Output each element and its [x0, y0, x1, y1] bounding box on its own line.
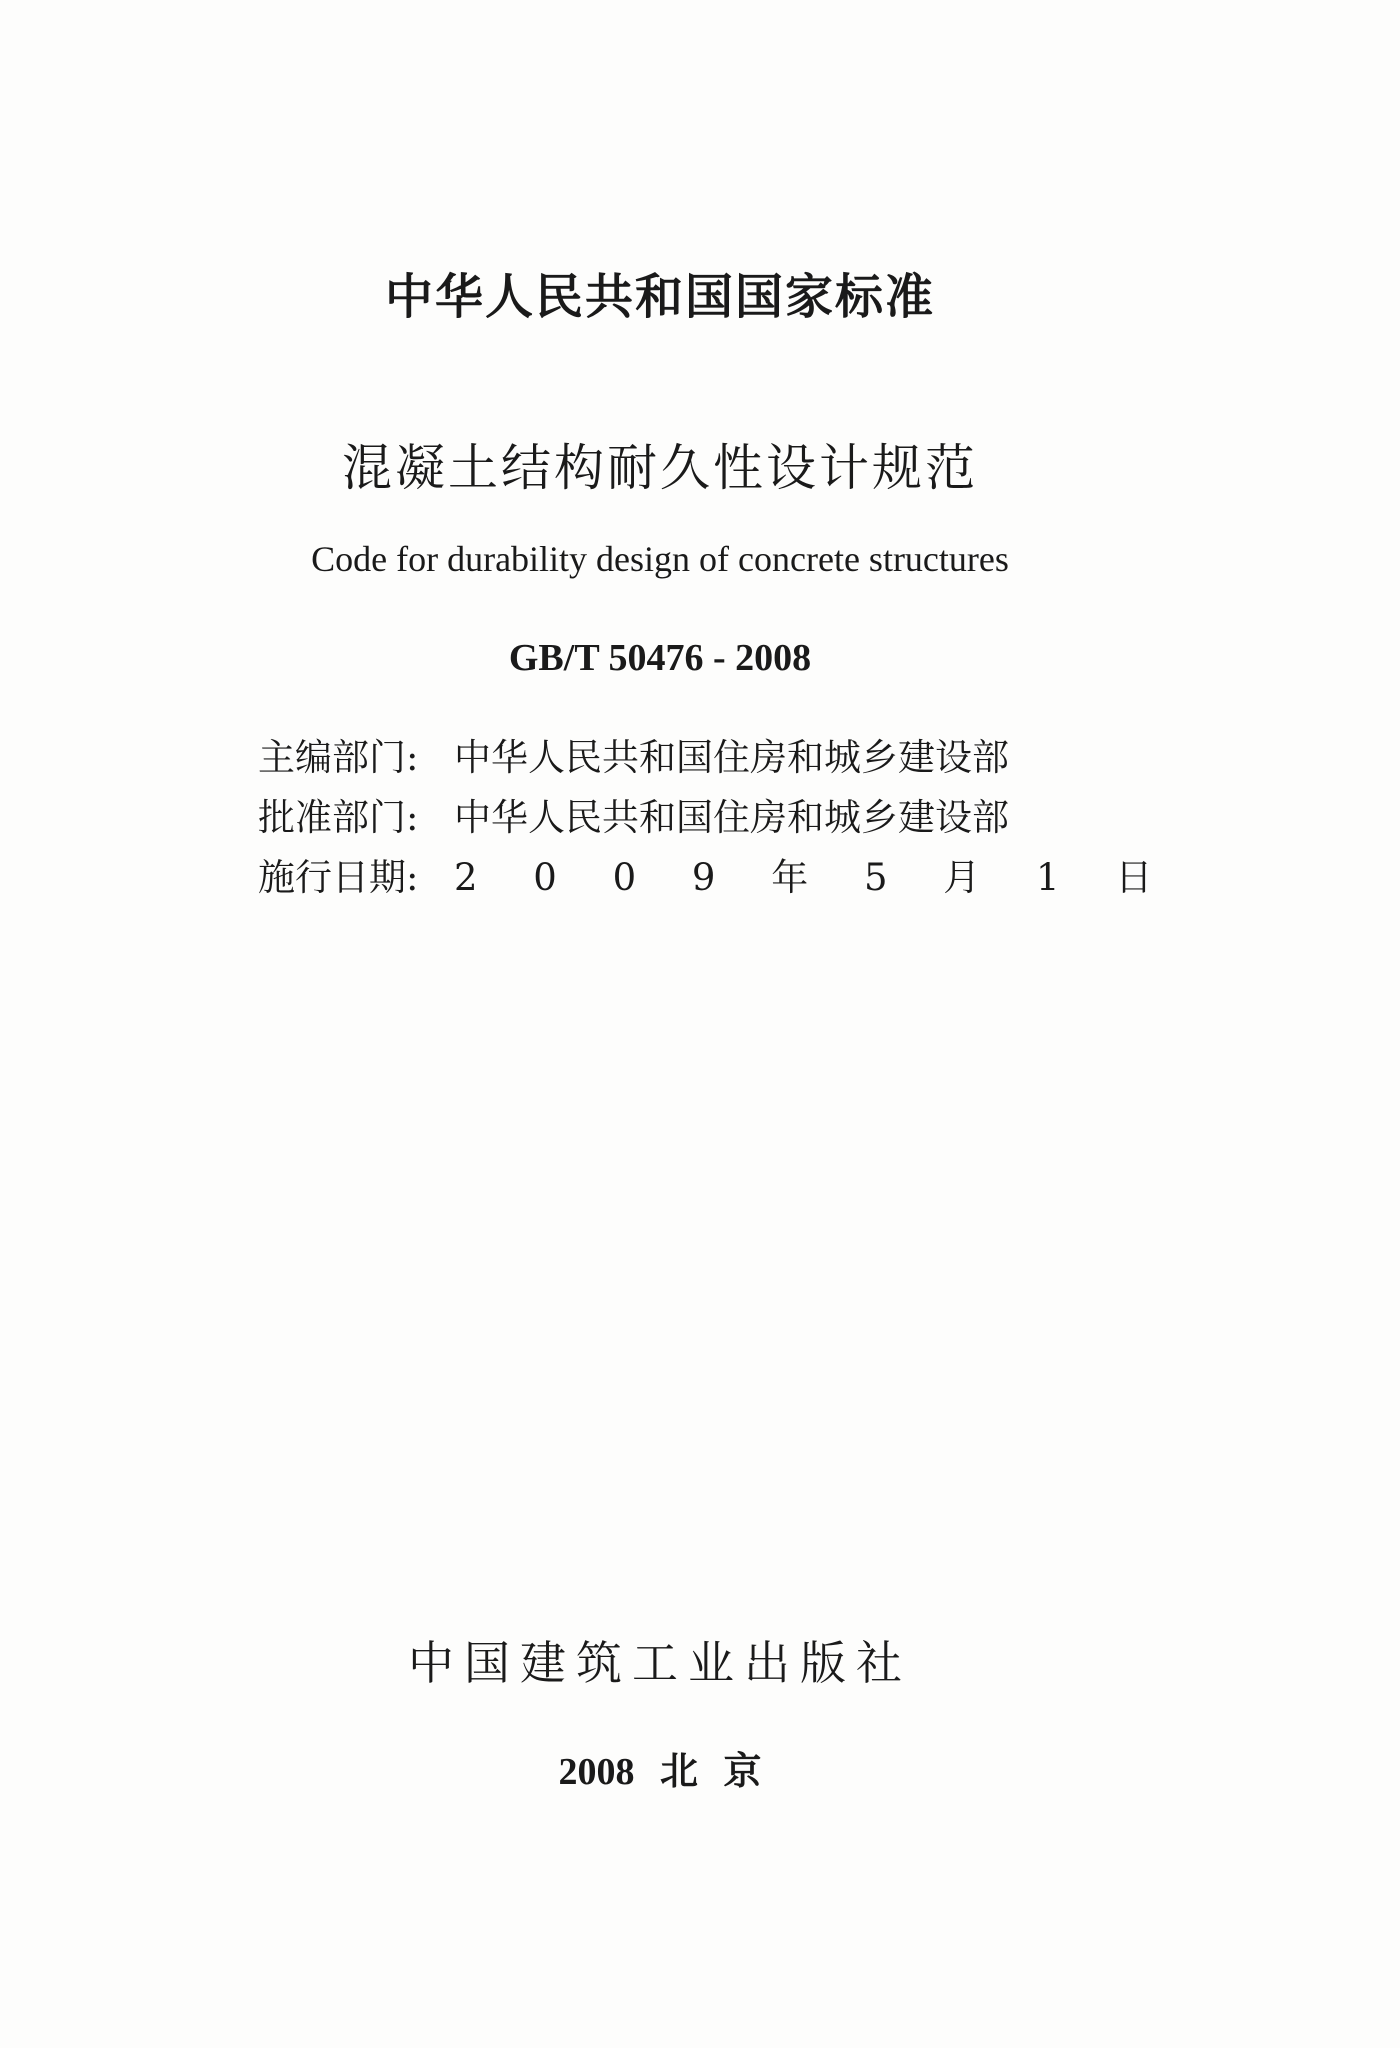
standard-metadata — [258, 728, 1174, 908]
document-title-chinese: 混凝土结构耐久性设计规范 — [342, 439, 978, 497]
publisher-name: 中国建筑工业出版社 — [408, 1636, 912, 1690]
effective-date-label: 施行日期: — [258, 856, 419, 899]
approval-row — [258, 788, 1174, 848]
standard-code: GB/T 50476 - 2008 — [508, 637, 812, 679]
approval-label: 批准部门: — [258, 796, 419, 839]
effective-date-value: 2 0 0 9 年 5 月 1 日 — [454, 856, 1175, 899]
chief-editor-value: 中华人民共和国住房和城乡建设部 — [454, 736, 1009, 779]
approval-value: 中华人民共和国住房和城乡建设部 — [454, 796, 1009, 839]
effective-date-row — [258, 848, 1174, 908]
chief-editor-row — [258, 728, 1174, 788]
publication-year-city: 2008 北 京 — [558, 1751, 762, 1793]
national-standard-label: 中华人民共和国国家标准 — [384, 269, 935, 325]
chief-editor-label: 主编部门: — [258, 736, 419, 779]
document-title-english: Code for durability design of concrete structures — [311, 539, 1009, 579]
